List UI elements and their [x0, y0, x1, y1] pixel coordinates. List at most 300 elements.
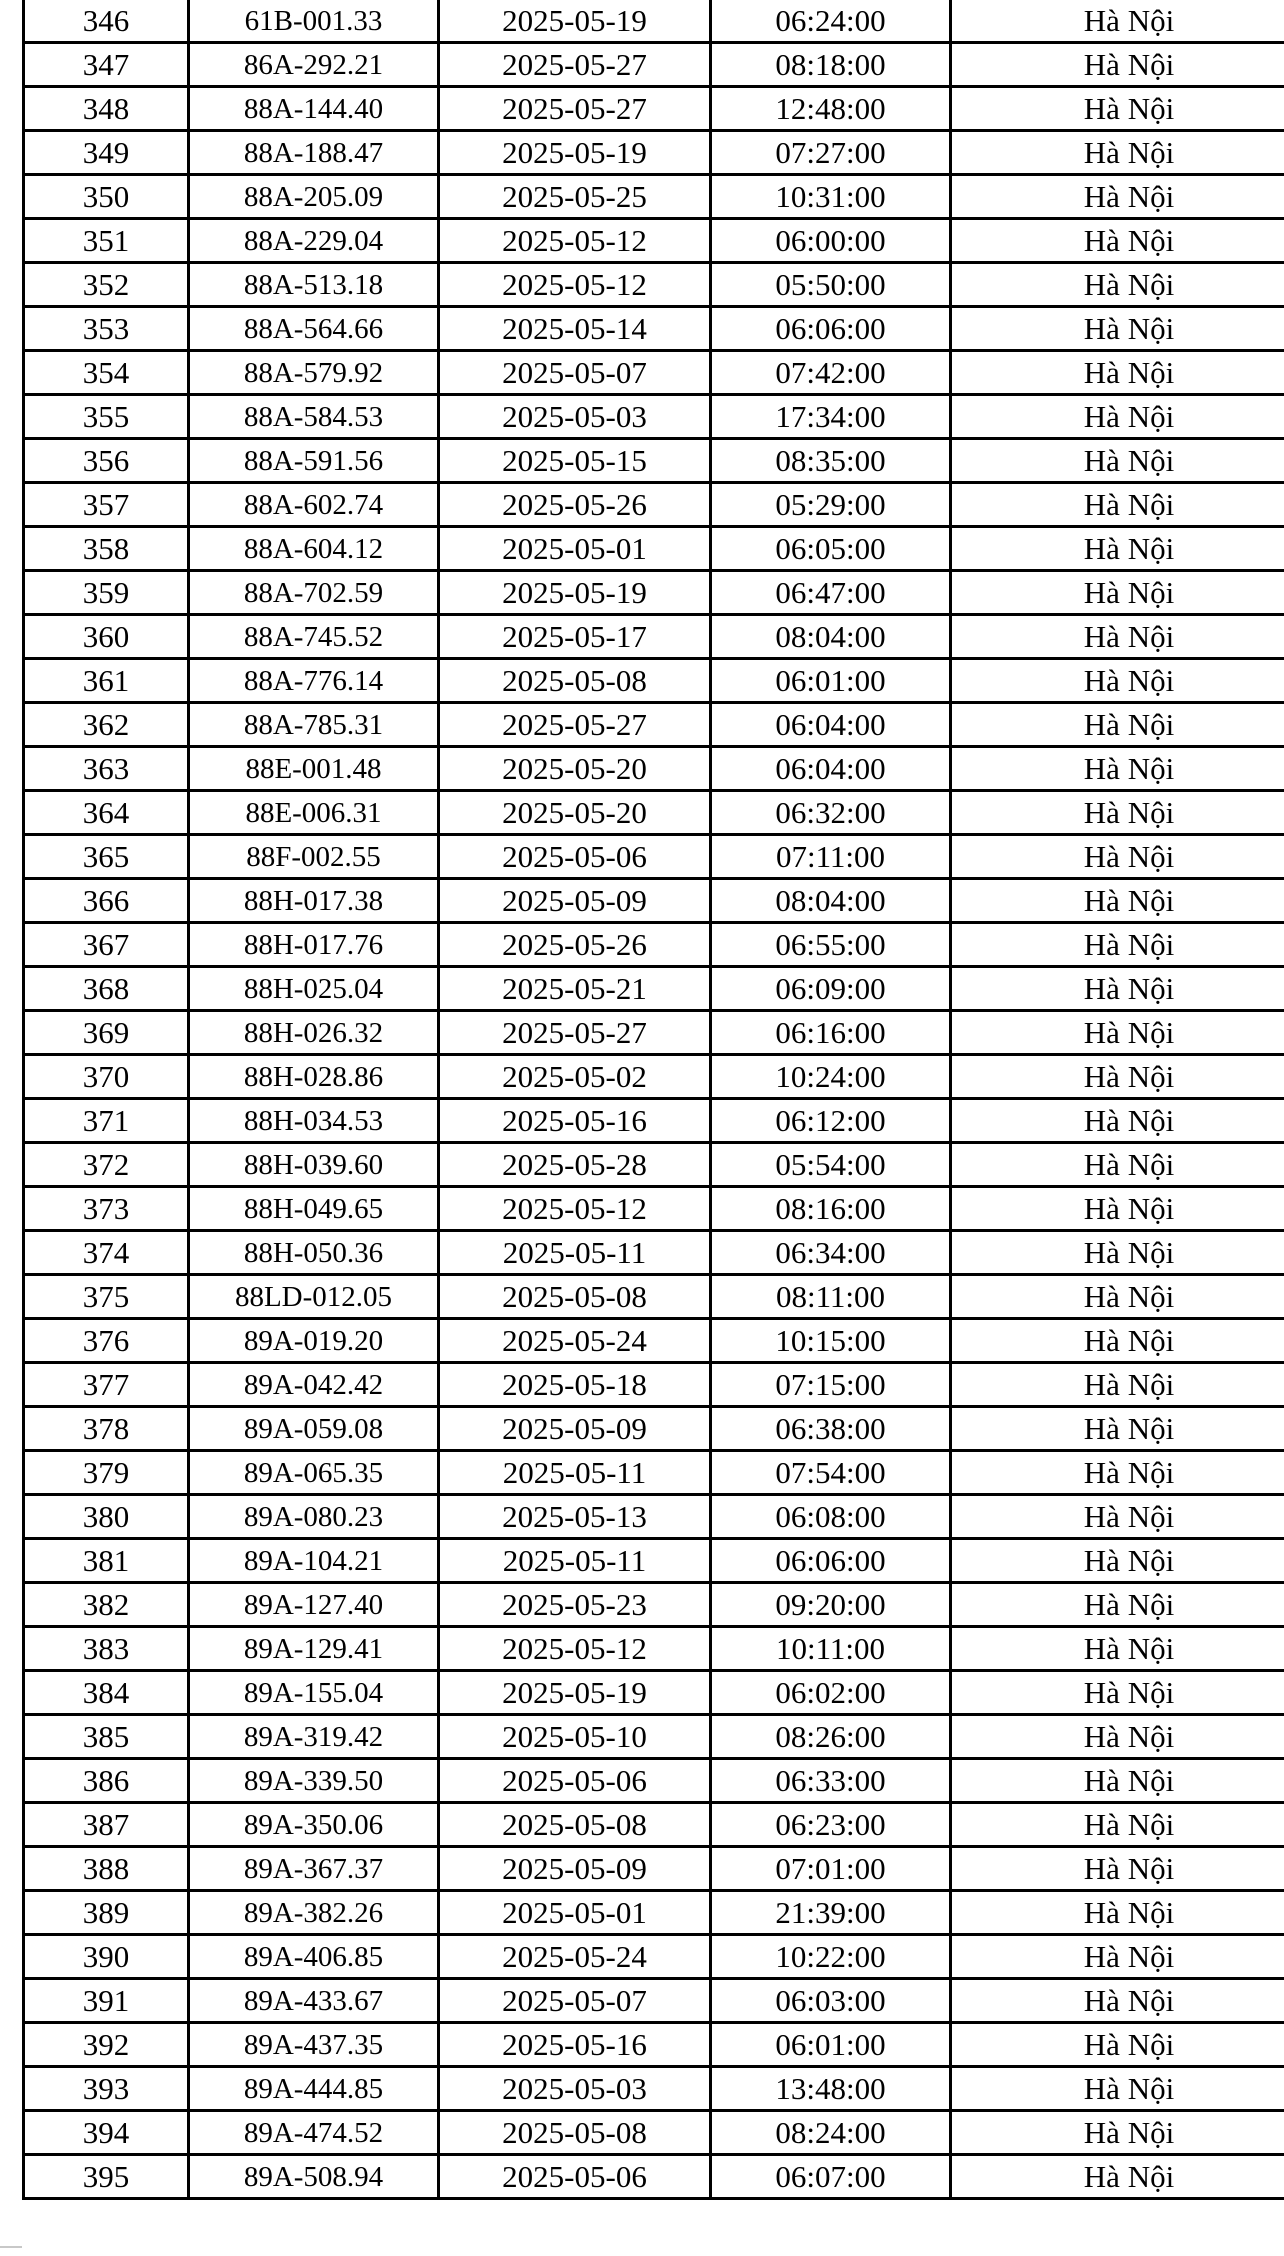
time-cell: 08:04:00 — [711, 879, 951, 923]
row-number-cell: 386 — [24, 1759, 189, 1803]
license-plate-cell: 88A-188.47 — [189, 131, 439, 175]
row-number-cell: 352 — [24, 263, 189, 307]
location-cell: Hà Nội — [951, 0, 1284, 43]
location-cell: Hà Nội — [951, 1759, 1284, 1803]
date-cell: 2025-05-11 — [439, 1231, 711, 1275]
license-plate-cell: 88H-025.04 — [189, 967, 439, 1011]
location-cell: Hà Nội — [951, 1099, 1284, 1143]
date-cell: 2025-05-08 — [439, 659, 711, 703]
row-number-cell: 378 — [24, 1407, 189, 1451]
location-cell: Hà Nội — [951, 2023, 1284, 2067]
date-cell: 2025-05-06 — [439, 1759, 711, 1803]
date-cell: 2025-05-07 — [439, 1979, 711, 2023]
time-cell: 10:11:00 — [711, 1627, 951, 1671]
time-cell: 06:01:00 — [711, 2023, 951, 2067]
time-cell: 07:01:00 — [711, 1847, 951, 1891]
license-plate-cell: 89A-155.04 — [189, 1671, 439, 1715]
table-row — [24, 967, 1284, 1011]
row-number-cell: 366 — [24, 879, 189, 923]
license-plate-cell: 88A-785.31 — [189, 703, 439, 747]
date-cell: 2025-05-20 — [439, 747, 711, 791]
location-cell: Hà Nội — [951, 87, 1284, 131]
row-number-cell: 383 — [24, 1627, 189, 1671]
date-cell: 2025-05-16 — [439, 2023, 711, 2067]
table-row — [24, 1319, 1284, 1363]
date-cell: 2025-05-19 — [439, 131, 711, 175]
date-cell: 2025-05-16 — [439, 1099, 711, 1143]
row-number-cell: 376 — [24, 1319, 189, 1363]
table-row — [24, 175, 1284, 219]
table-row — [24, 351, 1284, 395]
time-cell: 10:22:00 — [711, 1935, 951, 1979]
time-cell: 07:15:00 — [711, 1363, 951, 1407]
date-cell: 2025-05-08 — [439, 1803, 711, 1847]
time-cell: 08:18:00 — [711, 43, 951, 87]
date-cell: 2025-05-03 — [439, 2067, 711, 2111]
table-row — [24, 1891, 1284, 1935]
table-row — [24, 1275, 1284, 1319]
table-row — [24, 571, 1284, 615]
date-cell: 2025-05-27 — [439, 87, 711, 131]
location-cell: Hà Nội — [951, 615, 1284, 659]
row-number-cell: 354 — [24, 351, 189, 395]
license-plate-cell: 89A-127.40 — [189, 1583, 439, 1627]
time-cell: 06:08:00 — [711, 1495, 951, 1539]
date-cell: 2025-05-14 — [439, 307, 711, 351]
row-number-cell: 377 — [24, 1363, 189, 1407]
time-cell: 05:50:00 — [711, 263, 951, 307]
table-row — [24, 1759, 1284, 1803]
row-number-cell: 379 — [24, 1451, 189, 1495]
table-row — [24, 87, 1284, 131]
time-cell: 06:47:00 — [711, 571, 951, 615]
location-cell: Hà Nội — [951, 1495, 1284, 1539]
row-number-cell: 353 — [24, 307, 189, 351]
time-cell: 06:03:00 — [711, 1979, 951, 2023]
row-number-cell: 381 — [24, 1539, 189, 1583]
license-plate-cell: 89A-339.50 — [189, 1759, 439, 1803]
time-cell: 07:42:00 — [711, 351, 951, 395]
time-cell: 07:11:00 — [711, 835, 951, 879]
license-plate-cell: 88H-028.86 — [189, 1055, 439, 1099]
time-cell: 06:24:00 — [711, 0, 951, 43]
date-cell: 2025-05-25 — [439, 175, 711, 219]
date-cell: 2025-05-11 — [439, 1539, 711, 1583]
license-plate-cell: 89A-406.85 — [189, 1935, 439, 1979]
time-cell: 05:54:00 — [711, 1143, 951, 1187]
license-plate-cell: 89A-508.94 — [189, 2155, 439, 2199]
time-cell: 13:48:00 — [711, 2067, 951, 2111]
license-plate-cell: 88H-039.60 — [189, 1143, 439, 1187]
table-row — [24, 923, 1284, 967]
violation-records-table — [22, 0, 1284, 2200]
time-cell: 06:55:00 — [711, 923, 951, 967]
location-cell: Hà Nội — [951, 923, 1284, 967]
table-row — [24, 1451, 1284, 1495]
location-cell: Hà Nội — [951, 307, 1284, 351]
row-number-cell: 362 — [24, 703, 189, 747]
time-cell: 09:20:00 — [711, 1583, 951, 1627]
date-cell: 2025-05-24 — [439, 1935, 711, 1979]
row-number-cell: 389 — [24, 1891, 189, 1935]
date-cell: 2025-05-18 — [439, 1363, 711, 1407]
table-row — [24, 747, 1284, 791]
table-body — [24, 0, 1284, 2199]
row-number-cell: 387 — [24, 1803, 189, 1847]
license-plate-cell: 86A-292.21 — [189, 43, 439, 87]
date-cell: 2025-05-27 — [439, 1011, 711, 1055]
table-row — [24, 395, 1284, 439]
row-number-cell: 351 — [24, 219, 189, 263]
location-cell: Hà Nội — [951, 1935, 1284, 1979]
time-cell: 10:24:00 — [711, 1055, 951, 1099]
license-plate-cell: 88LD-012.05 — [189, 1275, 439, 1319]
location-cell: Hà Nội — [951, 1407, 1284, 1451]
date-cell: 2025-05-26 — [439, 483, 711, 527]
license-plate-cell: 89A-382.26 — [189, 1891, 439, 1935]
table-row — [24, 1803, 1284, 1847]
location-cell: Hà Nội — [951, 219, 1284, 263]
date-cell: 2025-05-20 — [439, 791, 711, 835]
time-cell: 06:04:00 — [711, 747, 951, 791]
license-plate-cell: 89A-080.23 — [189, 1495, 439, 1539]
table-row — [24, 1671, 1284, 1715]
table-row — [24, 879, 1284, 923]
table-row — [24, 1407, 1284, 1451]
row-number-cell: 357 — [24, 483, 189, 527]
date-cell: 2025-05-28 — [439, 1143, 711, 1187]
row-number-cell: 365 — [24, 835, 189, 879]
location-cell: Hà Nội — [951, 175, 1284, 219]
location-cell: Hà Nội — [951, 1627, 1284, 1671]
license-plate-cell: 89A-019.20 — [189, 1319, 439, 1363]
license-plate-cell: 89A-474.52 — [189, 2111, 439, 2155]
row-number-cell: 391 — [24, 1979, 189, 2023]
table-row — [24, 1627, 1284, 1671]
table-row — [24, 1539, 1284, 1583]
date-cell: 2025-05-09 — [439, 1407, 711, 1451]
time-cell: 06:04:00 — [711, 703, 951, 747]
time-cell: 21:39:00 — [711, 1891, 951, 1935]
time-cell: 08:04:00 — [711, 615, 951, 659]
location-cell: Hà Nội — [951, 1583, 1284, 1627]
date-cell: 2025-05-19 — [439, 1671, 711, 1715]
location-cell: Hà Nội — [951, 1231, 1284, 1275]
row-number-cell: 346 — [24, 0, 189, 43]
row-number-cell: 356 — [24, 439, 189, 483]
license-plate-cell: 88H-049.65 — [189, 1187, 439, 1231]
location-cell: Hà Nội — [951, 1451, 1284, 1495]
table-row — [24, 1495, 1284, 1539]
license-plate-cell: 88A-144.40 — [189, 87, 439, 131]
date-cell: 2025-05-12 — [439, 263, 711, 307]
time-cell: 06:34:00 — [711, 1231, 951, 1275]
table-row — [24, 483, 1284, 527]
location-cell: Hà Nội — [951, 879, 1284, 923]
license-plate-cell: 88A-564.66 — [189, 307, 439, 351]
row-number-cell: 374 — [24, 1231, 189, 1275]
license-plate-cell: 88A-205.09 — [189, 175, 439, 219]
time-cell: 06:00:00 — [711, 219, 951, 263]
table-row — [24, 835, 1284, 879]
date-cell: 2025-05-27 — [439, 703, 711, 747]
date-cell: 2025-05-06 — [439, 835, 711, 879]
date-cell: 2025-05-19 — [439, 0, 711, 43]
table-row — [24, 43, 1284, 87]
license-plate-cell: 88A-584.53 — [189, 395, 439, 439]
location-cell: Hà Nội — [951, 395, 1284, 439]
row-number-cell: 390 — [24, 1935, 189, 1979]
license-plate-cell: 61B-001.33 — [189, 0, 439, 43]
license-plate-cell: 88H-017.76 — [189, 923, 439, 967]
row-number-cell: 384 — [24, 1671, 189, 1715]
row-number-cell: 347 — [24, 43, 189, 87]
time-cell: 07:27:00 — [711, 131, 951, 175]
row-number-cell: 360 — [24, 615, 189, 659]
license-plate-cell: 89A-104.21 — [189, 1539, 439, 1583]
license-plate-cell: 88E-006.31 — [189, 791, 439, 835]
location-cell: Hà Nội — [951, 43, 1284, 87]
date-cell: 2025-05-21 — [439, 967, 711, 1011]
row-number-cell: 349 — [24, 131, 189, 175]
date-cell: 2025-05-19 — [439, 571, 711, 615]
table-row — [24, 1143, 1284, 1187]
time-cell: 06:05:00 — [711, 527, 951, 571]
time-cell: 06:16:00 — [711, 1011, 951, 1055]
row-number-cell: 368 — [24, 967, 189, 1011]
row-number-cell: 363 — [24, 747, 189, 791]
date-cell: 2025-05-09 — [439, 879, 711, 923]
location-cell: Hà Nội — [951, 1891, 1284, 1935]
date-cell: 2025-05-27 — [439, 43, 711, 87]
table-row — [24, 1935, 1284, 1979]
license-plate-cell: 89A-059.08 — [189, 1407, 439, 1451]
row-number-cell: 358 — [24, 527, 189, 571]
table-row — [24, 1979, 1284, 2023]
location-cell: Hà Nội — [951, 1803, 1284, 1847]
license-plate-cell: 88A-776.14 — [189, 659, 439, 703]
date-cell: 2025-05-15 — [439, 439, 711, 483]
time-cell: 06:06:00 — [711, 307, 951, 351]
location-cell: Hà Nội — [951, 263, 1284, 307]
time-cell: 06:07:00 — [711, 2155, 951, 2199]
license-plate-cell: 89A-350.06 — [189, 1803, 439, 1847]
table-row — [24, 2111, 1284, 2155]
location-cell: Hà Nội — [951, 131, 1284, 175]
location-cell: Hà Nội — [951, 2155, 1284, 2199]
time-cell: 17:34:00 — [711, 395, 951, 439]
license-plate-cell: 88A-602.74 — [189, 483, 439, 527]
time-cell: 07:54:00 — [711, 1451, 951, 1495]
table-row — [24, 307, 1284, 351]
table-row — [24, 1055, 1284, 1099]
license-plate-cell: 89A-129.41 — [189, 1627, 439, 1671]
table-row — [24, 439, 1284, 483]
time-cell: 06:38:00 — [711, 1407, 951, 1451]
location-cell: Hà Nội — [951, 2111, 1284, 2155]
row-number-cell: 380 — [24, 1495, 189, 1539]
location-cell: Hà Nội — [951, 439, 1284, 483]
table-row — [24, 1847, 1284, 1891]
license-plate-cell: 89A-042.42 — [189, 1363, 439, 1407]
table-row — [24, 0, 1284, 43]
date-cell: 2025-05-07 — [439, 351, 711, 395]
location-cell: Hà Nội — [951, 659, 1284, 703]
time-cell: 06:01:00 — [711, 659, 951, 703]
location-cell: Hà Nội — [951, 1187, 1284, 1231]
row-number-cell: 361 — [24, 659, 189, 703]
date-cell: 2025-05-09 — [439, 1847, 711, 1891]
date-cell: 2025-05-08 — [439, 1275, 711, 1319]
license-plate-cell: 88A-702.59 — [189, 571, 439, 615]
license-plate-cell: 89A-437.35 — [189, 2023, 439, 2067]
table-row — [24, 1187, 1284, 1231]
time-cell: 06:33:00 — [711, 1759, 951, 1803]
row-number-cell: 369 — [24, 1011, 189, 1055]
date-cell: 2025-05-11 — [439, 1451, 711, 1495]
row-number-cell: 394 — [24, 2111, 189, 2155]
license-plate-cell: 88A-745.52 — [189, 615, 439, 659]
date-cell: 2025-05-03 — [439, 395, 711, 439]
location-cell: Hà Nội — [951, 1539, 1284, 1583]
location-cell: Hà Nội — [951, 527, 1284, 571]
time-cell: 06:32:00 — [711, 791, 951, 835]
row-number-cell: 371 — [24, 1099, 189, 1143]
license-plate-cell: 88H-034.53 — [189, 1099, 439, 1143]
table-row — [24, 527, 1284, 571]
location-cell: Hà Nội — [951, 571, 1284, 615]
row-number-cell: 388 — [24, 1847, 189, 1891]
table-row — [24, 1099, 1284, 1143]
row-number-cell: 367 — [24, 923, 189, 967]
date-cell: 2025-05-06 — [439, 2155, 711, 2199]
time-cell: 06:02:00 — [711, 1671, 951, 1715]
location-cell: Hà Nội — [951, 1055, 1284, 1099]
location-cell: Hà Nội — [951, 351, 1284, 395]
location-cell: Hà Nội — [951, 835, 1284, 879]
time-cell: 10:15:00 — [711, 1319, 951, 1363]
row-number-cell: 372 — [24, 1143, 189, 1187]
row-number-cell: 375 — [24, 1275, 189, 1319]
date-cell: 2025-05-08 — [439, 2111, 711, 2155]
license-plate-cell: 89A-433.67 — [189, 1979, 439, 2023]
row-number-cell: 395 — [24, 2155, 189, 2199]
location-cell: Hà Nội — [951, 1979, 1284, 2023]
license-plate-cell: 88A-604.12 — [189, 527, 439, 571]
location-cell: Hà Nội — [951, 791, 1284, 835]
table-row — [24, 1583, 1284, 1627]
date-cell: 2025-05-02 — [439, 1055, 711, 1099]
time-cell: 06:06:00 — [711, 1539, 951, 1583]
date-cell: 2025-05-24 — [439, 1319, 711, 1363]
row-number-cell: 364 — [24, 791, 189, 835]
date-cell: 2025-05-12 — [439, 219, 711, 263]
date-cell: 2025-05-26 — [439, 923, 711, 967]
row-number-cell: 393 — [24, 2067, 189, 2111]
time-cell: 10:31:00 — [711, 175, 951, 219]
date-cell: 2025-05-01 — [439, 1891, 711, 1935]
date-cell: 2025-05-12 — [439, 1187, 711, 1231]
license-plate-cell: 88H-026.32 — [189, 1011, 439, 1055]
table-row — [24, 1715, 1284, 1759]
location-cell: Hà Nội — [951, 1011, 1284, 1055]
license-plate-cell: 88A-591.56 — [189, 439, 439, 483]
time-cell: 08:26:00 — [711, 1715, 951, 1759]
time-cell: 06:23:00 — [711, 1803, 951, 1847]
row-number-cell: 382 — [24, 1583, 189, 1627]
time-cell: 08:11:00 — [711, 1275, 951, 1319]
table-row — [24, 615, 1284, 659]
date-cell: 2025-05-13 — [439, 1495, 711, 1539]
license-plate-cell: 88E-001.48 — [189, 747, 439, 791]
license-plate-cell: 88A-229.04 — [189, 219, 439, 263]
license-plate-cell: 88F-002.55 — [189, 835, 439, 879]
date-cell: 2025-05-23 — [439, 1583, 711, 1627]
table-row — [24, 2023, 1284, 2067]
date-cell: 2025-05-17 — [439, 615, 711, 659]
license-plate-cell: 89A-319.42 — [189, 1715, 439, 1759]
license-plate-cell: 88H-017.38 — [189, 879, 439, 923]
license-plate-cell: 88A-579.92 — [189, 351, 439, 395]
row-number-cell: 359 — [24, 571, 189, 615]
row-number-cell: 355 — [24, 395, 189, 439]
table-row — [24, 703, 1284, 747]
location-cell: Hà Nội — [951, 2067, 1284, 2111]
time-cell: 06:09:00 — [711, 967, 951, 1011]
time-cell: 08:24:00 — [711, 2111, 951, 2155]
license-plate-cell: 89A-444.85 — [189, 2067, 439, 2111]
location-cell: Hà Nội — [951, 1847, 1284, 1891]
license-plate-cell: 88A-513.18 — [189, 263, 439, 307]
row-number-cell: 348 — [24, 87, 189, 131]
date-cell: 2025-05-01 — [439, 527, 711, 571]
location-cell: Hà Nội — [951, 967, 1284, 1011]
location-cell: Hà Nội — [951, 1143, 1284, 1187]
table-row — [24, 2067, 1284, 2111]
table-row — [24, 1011, 1284, 1055]
time-cell: 06:12:00 — [711, 1099, 951, 1143]
row-number-cell: 392 — [24, 2023, 189, 2067]
location-cell: Hà Nội — [951, 1715, 1284, 1759]
location-cell: Hà Nội — [951, 747, 1284, 791]
location-cell: Hà Nội — [951, 1319, 1284, 1363]
license-plate-cell: 89A-065.35 — [189, 1451, 439, 1495]
table-row — [24, 1231, 1284, 1275]
table-row — [24, 263, 1284, 307]
location-cell: Hà Nội — [951, 703, 1284, 747]
row-number-cell: 350 — [24, 175, 189, 219]
row-number-cell: 373 — [24, 1187, 189, 1231]
location-cell: Hà Nội — [951, 1363, 1284, 1407]
license-plate-cell: 89A-367.37 — [189, 1847, 439, 1891]
location-cell: Hà Nội — [951, 1275, 1284, 1319]
location-cell: Hà Nội — [951, 1671, 1284, 1715]
row-number-cell: 385 — [24, 1715, 189, 1759]
table-row — [24, 219, 1284, 263]
table-row — [24, 131, 1284, 175]
time-cell: 12:48:00 — [711, 87, 951, 131]
date-cell: 2025-05-10 — [439, 1715, 711, 1759]
table-row — [24, 791, 1284, 835]
time-cell: 08:16:00 — [711, 1187, 951, 1231]
table-row — [24, 2155, 1284, 2199]
table-row — [24, 1363, 1284, 1407]
license-plate-cell: 88H-050.36 — [189, 1231, 439, 1275]
row-number-cell: 370 — [24, 1055, 189, 1099]
time-cell: 05:29:00 — [711, 483, 951, 527]
location-cell: Hà Nội — [951, 483, 1284, 527]
date-cell: 2025-05-12 — [439, 1627, 711, 1671]
